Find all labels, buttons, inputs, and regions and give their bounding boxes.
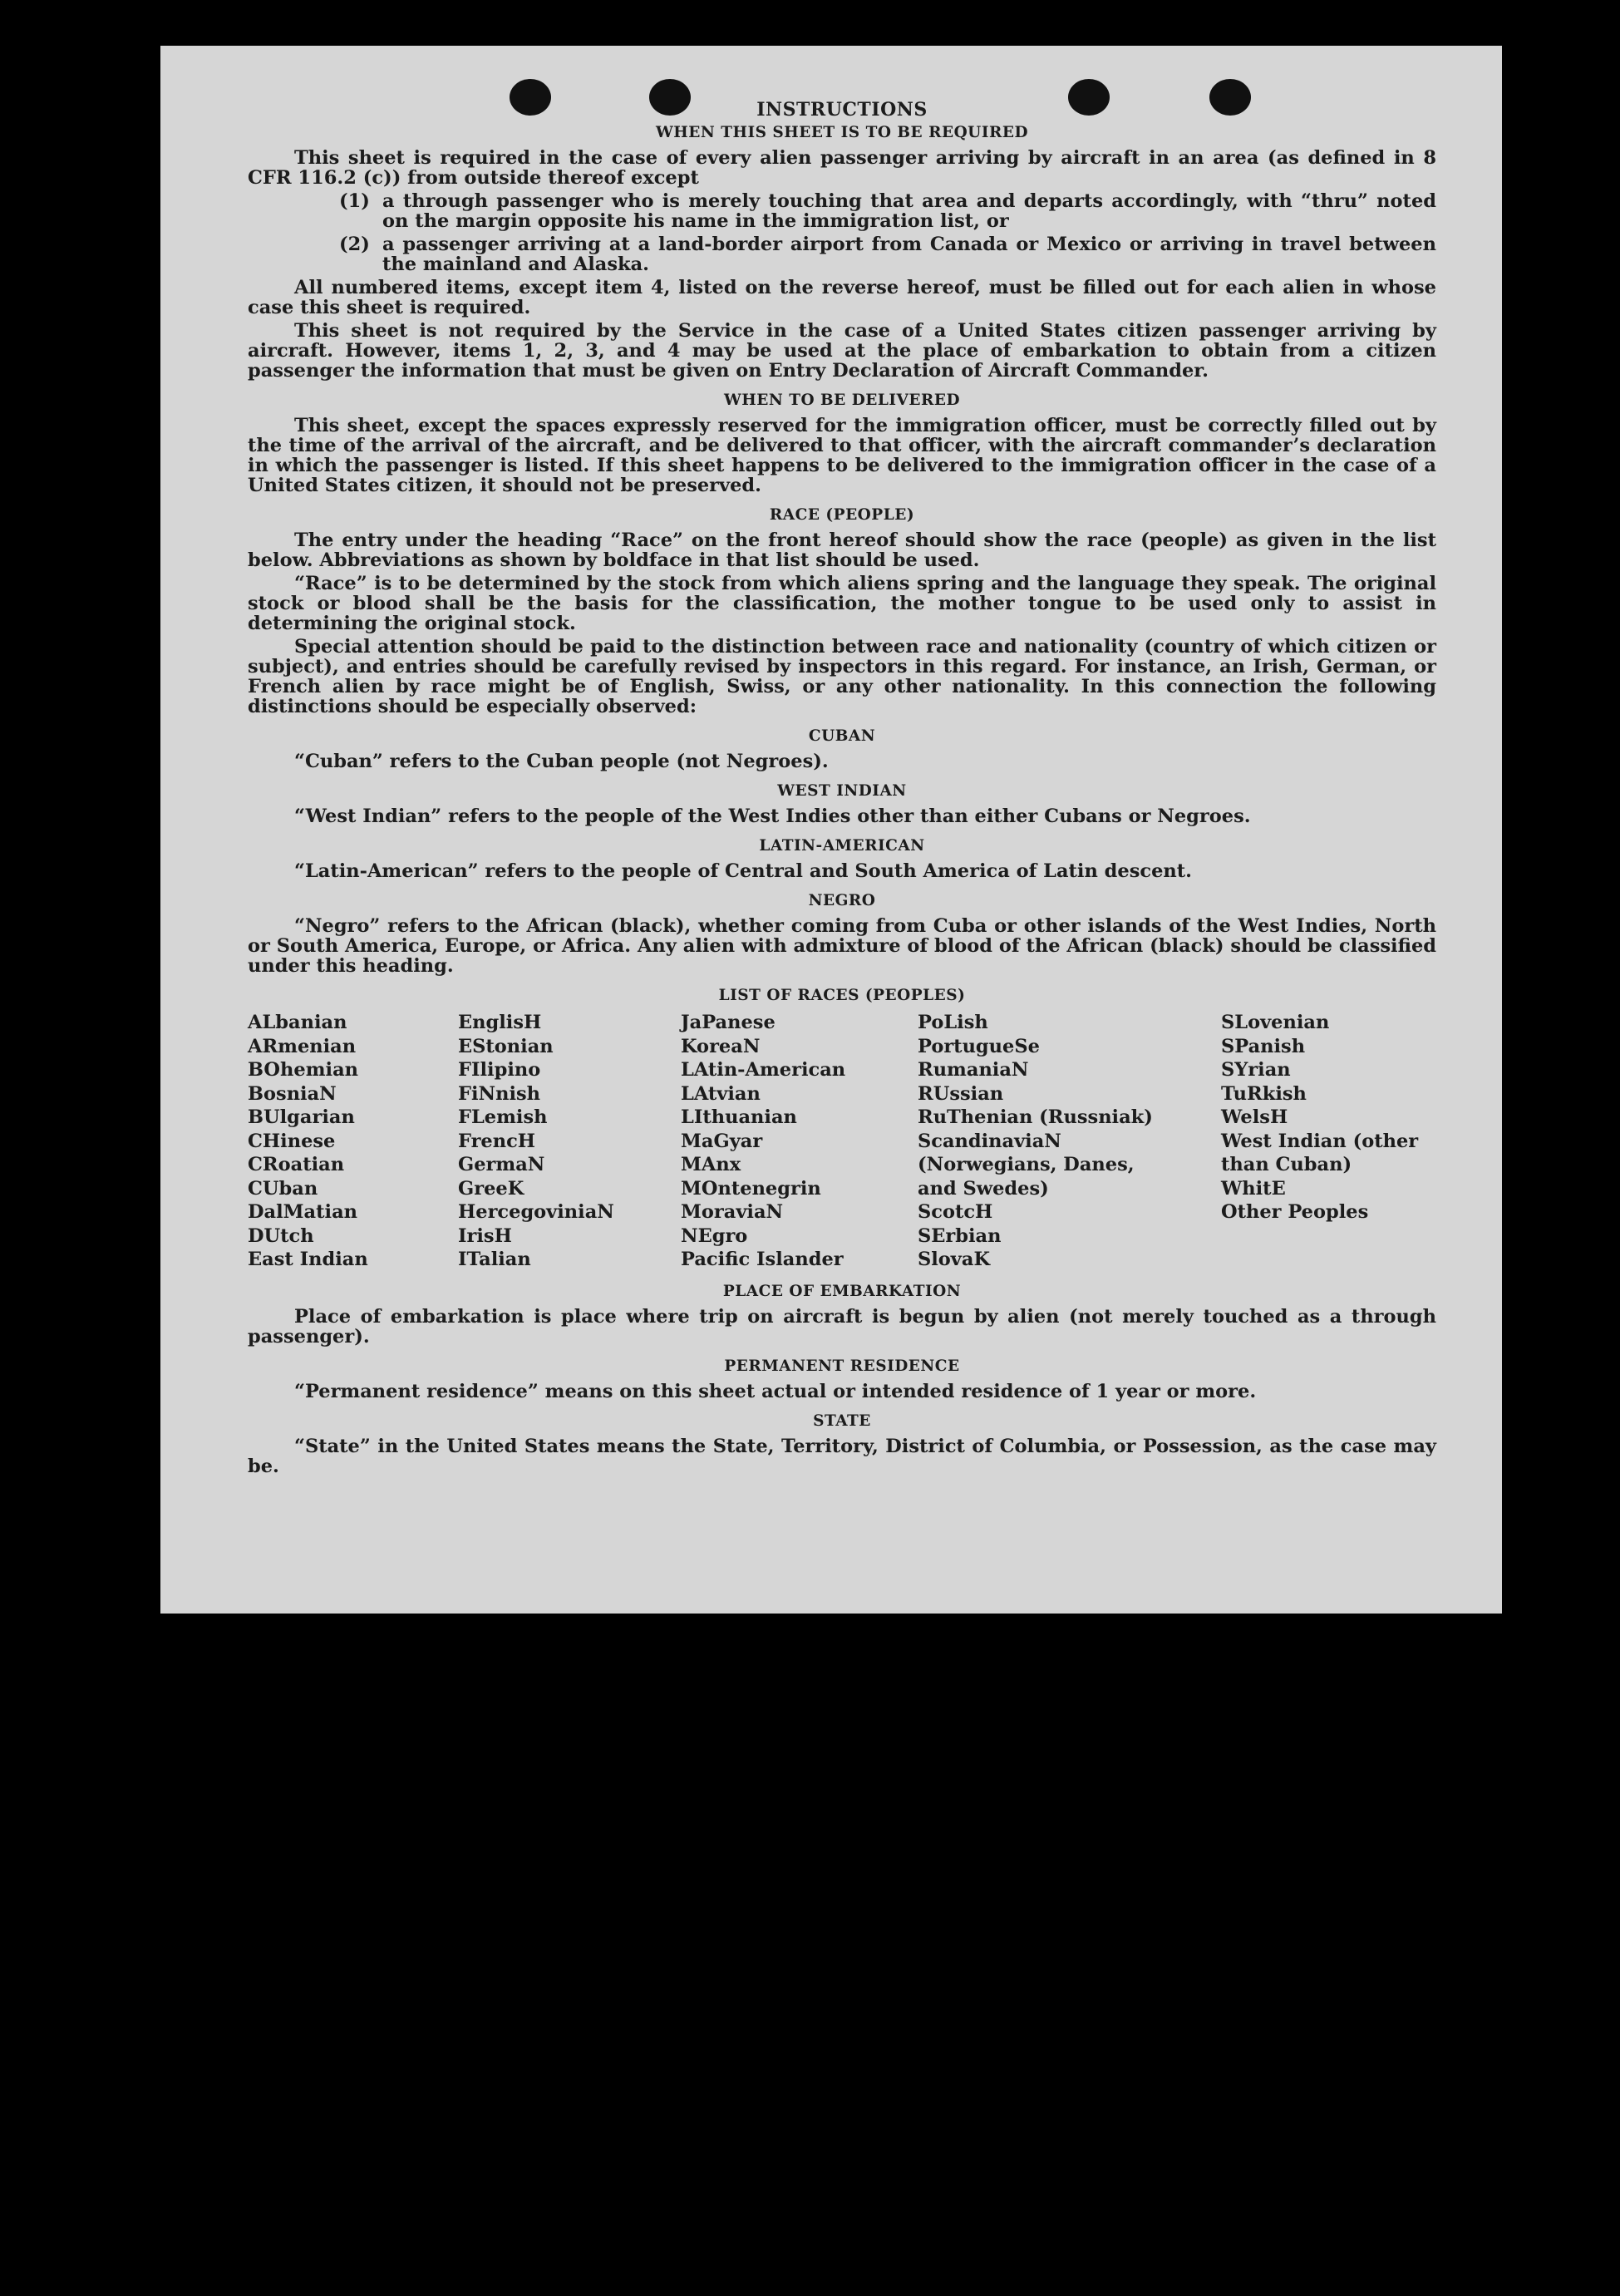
race-item: SPanish <box>1221 1035 1306 1057</box>
race-item: HercegoviniaN <box>458 1201 614 1223</box>
cuban-text: “Cuban” refers to the Cuban people (not Negroes). <box>294 751 829 772</box>
latin-american-text: “Latin-American” refers to the people of Central and South America of Latin descent. <box>294 860 1192 882</box>
races-column <box>248 1011 458 1272</box>
races-column <box>1221 1011 1436 1272</box>
paragraph-race-2: “Race” is to be determined by the stock from which aliens spring and the language they speak. The original stock or blood shall be the basis for the classification, the mother tongue to be used only to assist in determining the original stock. <box>248 573 1436 634</box>
residence-heading: PERMANENT RESIDENCE <box>724 1357 960 1375</box>
race-item: FrencH <box>458 1130 536 1152</box>
instructions-title: INSTRUCTIONS <box>756 99 928 121</box>
state-text: “State” in the United States means the State, Territory, District of Columbia, or Possession, as the case may be. <box>248 1435 1436 1477</box>
race-item: MaGyar <box>681 1130 763 1152</box>
race-item: LAtin-American <box>681 1059 846 1081</box>
race-item: ScotcH <box>918 1201 993 1223</box>
races-column <box>918 1011 1221 1272</box>
race-item: IrisH <box>458 1224 512 1247</box>
race-item: CHinese <box>248 1130 336 1152</box>
paragraph-delivered: This sheet, except the spaces expressly reserved for the immigration officer, must be correctly filled out by the time of the arrival of the aircraft, and be delivered to that officer, with the aircraft commander’s declaration in which the passenger is listed. If this sheet happens to be delivered to the immigration officer in the case of a United States citizen, it should not be preserved. <box>248 415 1436 496</box>
exception-item-2 <box>339 234 1436 274</box>
race-item: SErbian <box>918 1224 1002 1247</box>
state-heading: STATE <box>813 1412 871 1430</box>
race-item: FIlipino <box>458 1059 541 1081</box>
race-item: DalMatian <box>248 1201 358 1223</box>
race-item: Other Peoples <box>1221 1201 1369 1223</box>
race-item: BUlgarian <box>248 1106 355 1128</box>
paragraph-required: This sheet is required in the case of every alien passenger arriving by aircraft in an area (as defined in 8 CFR 116.2 (c)) from outside thereof except <box>248 147 1436 189</box>
race-item: FLemish <box>458 1106 548 1128</box>
race-item: PoLish <box>918 1012 988 1033</box>
latin-american-heading: LATIN-AMERICAN <box>759 837 925 855</box>
race-item: RUssian <box>918 1082 1004 1105</box>
race-item: JaPanese <box>681 1012 776 1033</box>
embarkation-heading: PLACE OF EMBARKATION <box>722 1282 962 1300</box>
races-column <box>681 1011 918 1272</box>
embarkation-text: Place of embarkation is place where trip on aircraft is begun by alien (not merely touched as a through passenger). <box>248 1305 1436 1348</box>
race-item: GreeK <box>458 1177 524 1200</box>
item-number: (1) <box>339 190 370 212</box>
race-item: EStonian <box>458 1035 554 1057</box>
race-item: ScandinaviaN (Norwegians, Danes, and Swedes) <box>918 1130 1135 1200</box>
when-required-heading: WHEN THIS SHEET IS TO BE REQUIRED <box>655 124 1028 141</box>
race-item: East Indian <box>248 1249 368 1270</box>
race-item: MoraviaN <box>681 1201 784 1223</box>
document-page <box>160 46 1502 1614</box>
exception-item-1 <box>339 191 1436 231</box>
race-heading: RACE (PEOPLE) <box>769 506 915 524</box>
race-item: GermaN <box>458 1154 545 1175</box>
item-number: (2) <box>339 234 370 255</box>
races-list <box>248 1011 1436 1272</box>
race-item: ALbanian <box>248 1012 347 1033</box>
race-item: DUtch <box>248 1224 314 1247</box>
west-indian-heading: WEST INDIAN <box>777 782 907 800</box>
race-item: EnglisH <box>458 1012 542 1033</box>
race-item: BosniaN <box>248 1082 337 1105</box>
item-text: a passenger arriving at a land-border airport from Canada or Mexico or arriving in travel between the mainland and Alaska. <box>382 234 1436 275</box>
race-item: MAnx <box>681 1154 741 1175</box>
race-item: MOntenegrin <box>681 1177 821 1200</box>
residence-text: “Permanent residence” means on this sheet actual or intended residence of 1 year or more. <box>294 1380 1257 1402</box>
item-text: a through passenger who is merely touching that area and departs accordingly, with “thru” noted on the margin opposite his name in the immigration list, or <box>382 190 1436 232</box>
race-item: NEgro <box>681 1224 748 1247</box>
race-item: West Indian (other than Cuban) <box>1221 1130 1419 1175</box>
race-item: Pacific Islander <box>681 1249 844 1270</box>
races-column <box>458 1011 681 1272</box>
race-item: RumaniaN <box>918 1059 1029 1081</box>
cuban-heading: CUBAN <box>808 727 876 745</box>
race-item: WelsH <box>1221 1106 1288 1128</box>
race-item: KoreaN <box>681 1035 761 1057</box>
west-indian-text: “West Indian” refers to the people of the West Indies other than either Cubans or Negroes. <box>294 806 1251 827</box>
when-delivered-heading: WHEN TO BE DELIVERED <box>724 392 960 409</box>
paragraph-citizen: This sheet is not required by the Service in the case of a United States citizen passenger arriving by aircraft. However, items 1, 2, 3, and 4 may be used at the place of embarkation to obtain from a citizen passenger the information that must be given on Entry Declaration of Aircraft Commander. <box>248 320 1436 382</box>
race-item: WhitE <box>1221 1177 1286 1200</box>
race-item: CRoatian <box>248 1154 345 1175</box>
race-item: FiNnish <box>458 1082 541 1105</box>
paragraph-numbered-items: All numbered items, except item 4, listed on the reverse hereof, must be filled out for each alien in whose case this sheet is required. <box>248 277 1436 318</box>
race-item: SYrian <box>1221 1059 1291 1081</box>
race-item: BOhemian <box>248 1059 359 1081</box>
paragraph-race-3: Special attention should be paid to the distinction between race and nationality (country of which citizen or subject), and entries should be carefully revised by inspectors in this regard. For instance, an Irish, German, or French alien by race might be of English, Swiss, or any other nationality. In this connection the following distinctions should be especially observed: <box>248 636 1436 717</box>
negro-heading: NEGRO <box>808 892 876 909</box>
race-item: SLovenian <box>1221 1012 1330 1033</box>
paragraph-race-1: The entry under the heading “Race” on the front hereof should show the race (people) as given in the list below. Abbreviations as shown by boldface in that list should be used. <box>248 530 1436 571</box>
negro-text: “Negro” refers to the African (black), whether coming from Cuba or other islands of the West Indies, North or South America, Europe, or Africa. Any alien with admixture of blood of the African (black) should be classified under this heading. <box>248 915 1436 977</box>
race-item: LAtvian <box>681 1082 761 1105</box>
list-of-races-heading: LIST OF RACES (PEOPLES) <box>718 987 966 1004</box>
race-item: CUban <box>248 1177 318 1200</box>
race-item: TuRkish <box>1221 1082 1307 1105</box>
race-item: ITalian <box>458 1249 531 1270</box>
instructions-content <box>248 100 1436 1480</box>
race-item: LIthuanian <box>681 1106 797 1128</box>
race-item: PortugueSe <box>918 1035 1040 1057</box>
race-item: SlovaK <box>918 1249 991 1270</box>
race-item: RuThenian (Russniak) <box>918 1106 1153 1128</box>
race-item: ARmenian <box>248 1035 357 1057</box>
